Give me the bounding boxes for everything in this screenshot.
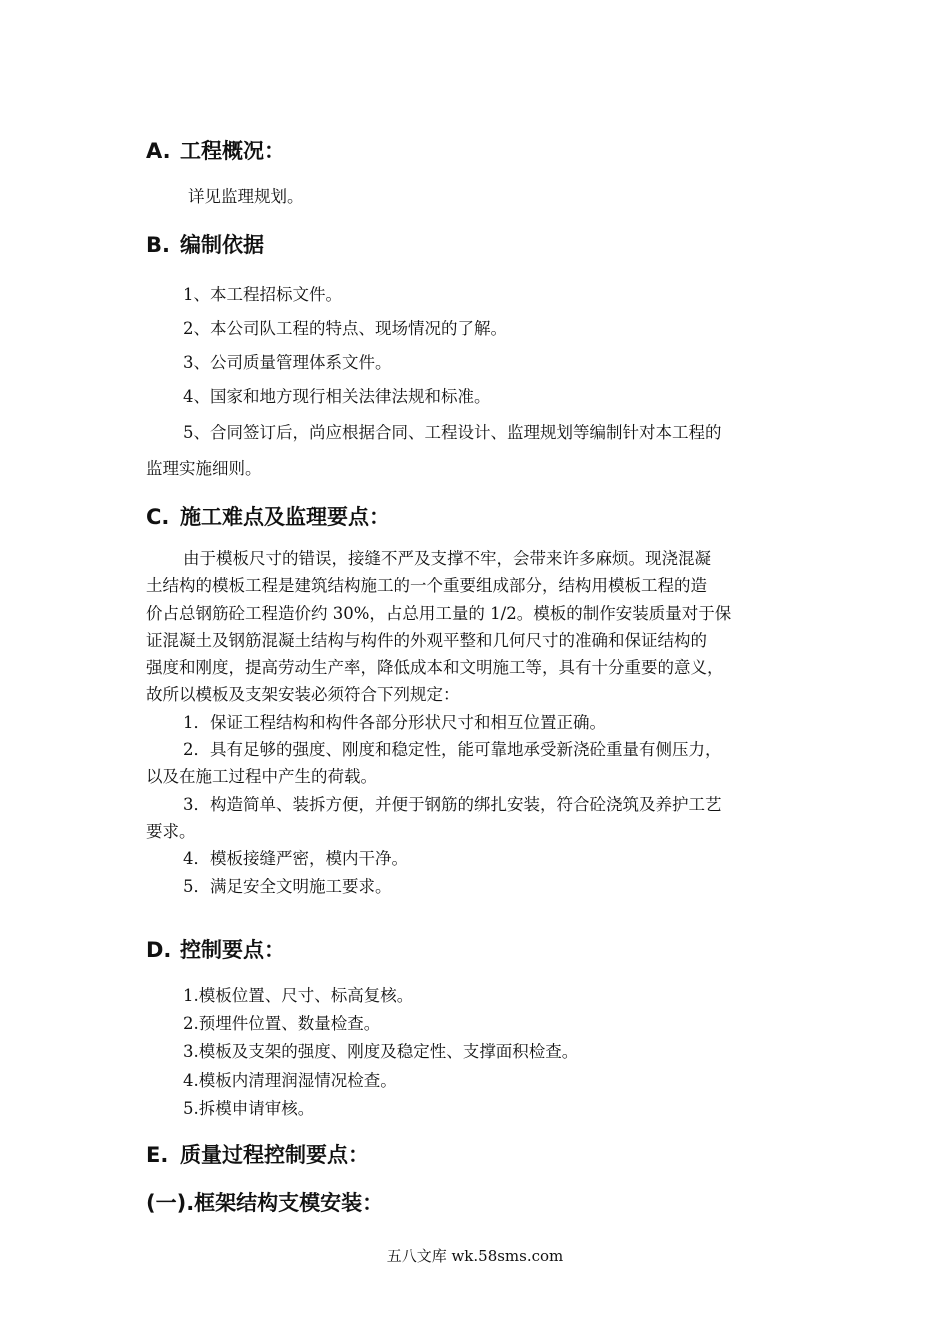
- section-d-heading: [146, 937, 285, 963]
- list-item: 4、国家和地方现行相关法律法规和标准。: [183, 387, 491, 406]
- section-e-marker: E.: [146, 1143, 169, 1167]
- section-a-title: 工程概况：: [180, 139, 285, 163]
- paragraph-line: 要求。: [146, 821, 196, 841]
- section-c-heading: [146, 504, 390, 530]
- section-a-text: 详见监理规划。: [188, 187, 304, 206]
- list-item: 2.预埋件位置、数量检查。: [183, 1014, 381, 1033]
- paragraph-line: 土结构的模板工程是建筑结构施工的一个重要组成部分，结构用模板工程的造: [146, 576, 707, 596]
- paragraph-line: 1．保证工程结构和构件各部分形状尺寸和相互位置正确。: [183, 712, 606, 732]
- list-item: 1、本工程招标文件。: [183, 285, 342, 304]
- paragraph-line: 由于模板尺寸的错误，接缝不严及支撑不牢，会带来许多麻烦。现浇混凝: [183, 549, 711, 568]
- footer-watermark: 五八文库 wk.58sms.com: [386, 1247, 564, 1265]
- section-d-title: 控制要点：: [180, 938, 285, 962]
- list-item: 5、合同签订后，尚应根据合同、工程设计、监理规划等编制针对本工程的: [183, 423, 722, 442]
- section-a-marker: A.: [146, 139, 171, 163]
- section-e-heading: [146, 1142, 369, 1168]
- section-c-marker: C.: [146, 505, 170, 529]
- paragraph-line: 4．模板接缝严密，模内干净。: [183, 849, 408, 869]
- section-b-heading: [146, 232, 264, 258]
- section-a-heading: [146, 138, 285, 164]
- paragraph-line: 故所以模板及支架安装必须符合下列规定：: [146, 685, 460, 705]
- list-item: 4.模板内清理润湿情况检查。: [183, 1071, 397, 1090]
- paragraph-line: 2．具有足够的强度、刚度和稳定性，能可靠地承受新浇砼重量有侧压力，: [183, 740, 722, 760]
- subsection-e1-heading: (一).框架结构支模安装：: [146, 1191, 384, 1215]
- section-c-title: 施工难点及监理要点：: [180, 505, 390, 529]
- paragraph-line: 以及在施工过程中产生的荷载。: [146, 767, 377, 787]
- paragraph-line: 5．满足安全文明施工要求。: [183, 876, 392, 896]
- section-b-title: 编制依据: [180, 233, 264, 257]
- list-item: 3.模板及支架的强度、刚度及稳定性、支撑面积检查。: [183, 1042, 579, 1061]
- list-item: 1.模板位置、尺寸、标高复核。: [183, 986, 414, 1005]
- paragraph-line: 3．构造简单、装拆方便，并便于钢筋的绑扎安装，符合砼浇筑及养护工艺: [183, 794, 722, 814]
- paragraph-line: 强度和刚度，提高劳动生产率，降低成本和文明施工等，具有十分重要的意义，: [146, 658, 724, 678]
- paragraph-line: 证混凝土及钢筋混凝土结构与构件的外观平整和几何尺寸的准确和保证结构的: [146, 630, 707, 650]
- list-item: 3、公司质量管理体系文件。: [183, 353, 392, 372]
- list-item: 5.拆模申请审核。: [183, 1099, 315, 1118]
- list-item: 2、本公司队工程的特点、现场情况的了解。: [183, 319, 507, 338]
- list-item-continuation: 监理实施细则。: [146, 459, 262, 478]
- section-b-marker: B.: [146, 233, 170, 257]
- section-e-title: 质量过程控制要点：: [180, 1143, 369, 1167]
- paragraph-line: 价占总钢筋砼工程造价约 30%，占总用工量的 1/2。模板的制作安装质量对于保: [146, 603, 732, 623]
- section-c-body: [146, 545, 818, 900]
- section-d-marker: D.: [146, 938, 172, 962]
